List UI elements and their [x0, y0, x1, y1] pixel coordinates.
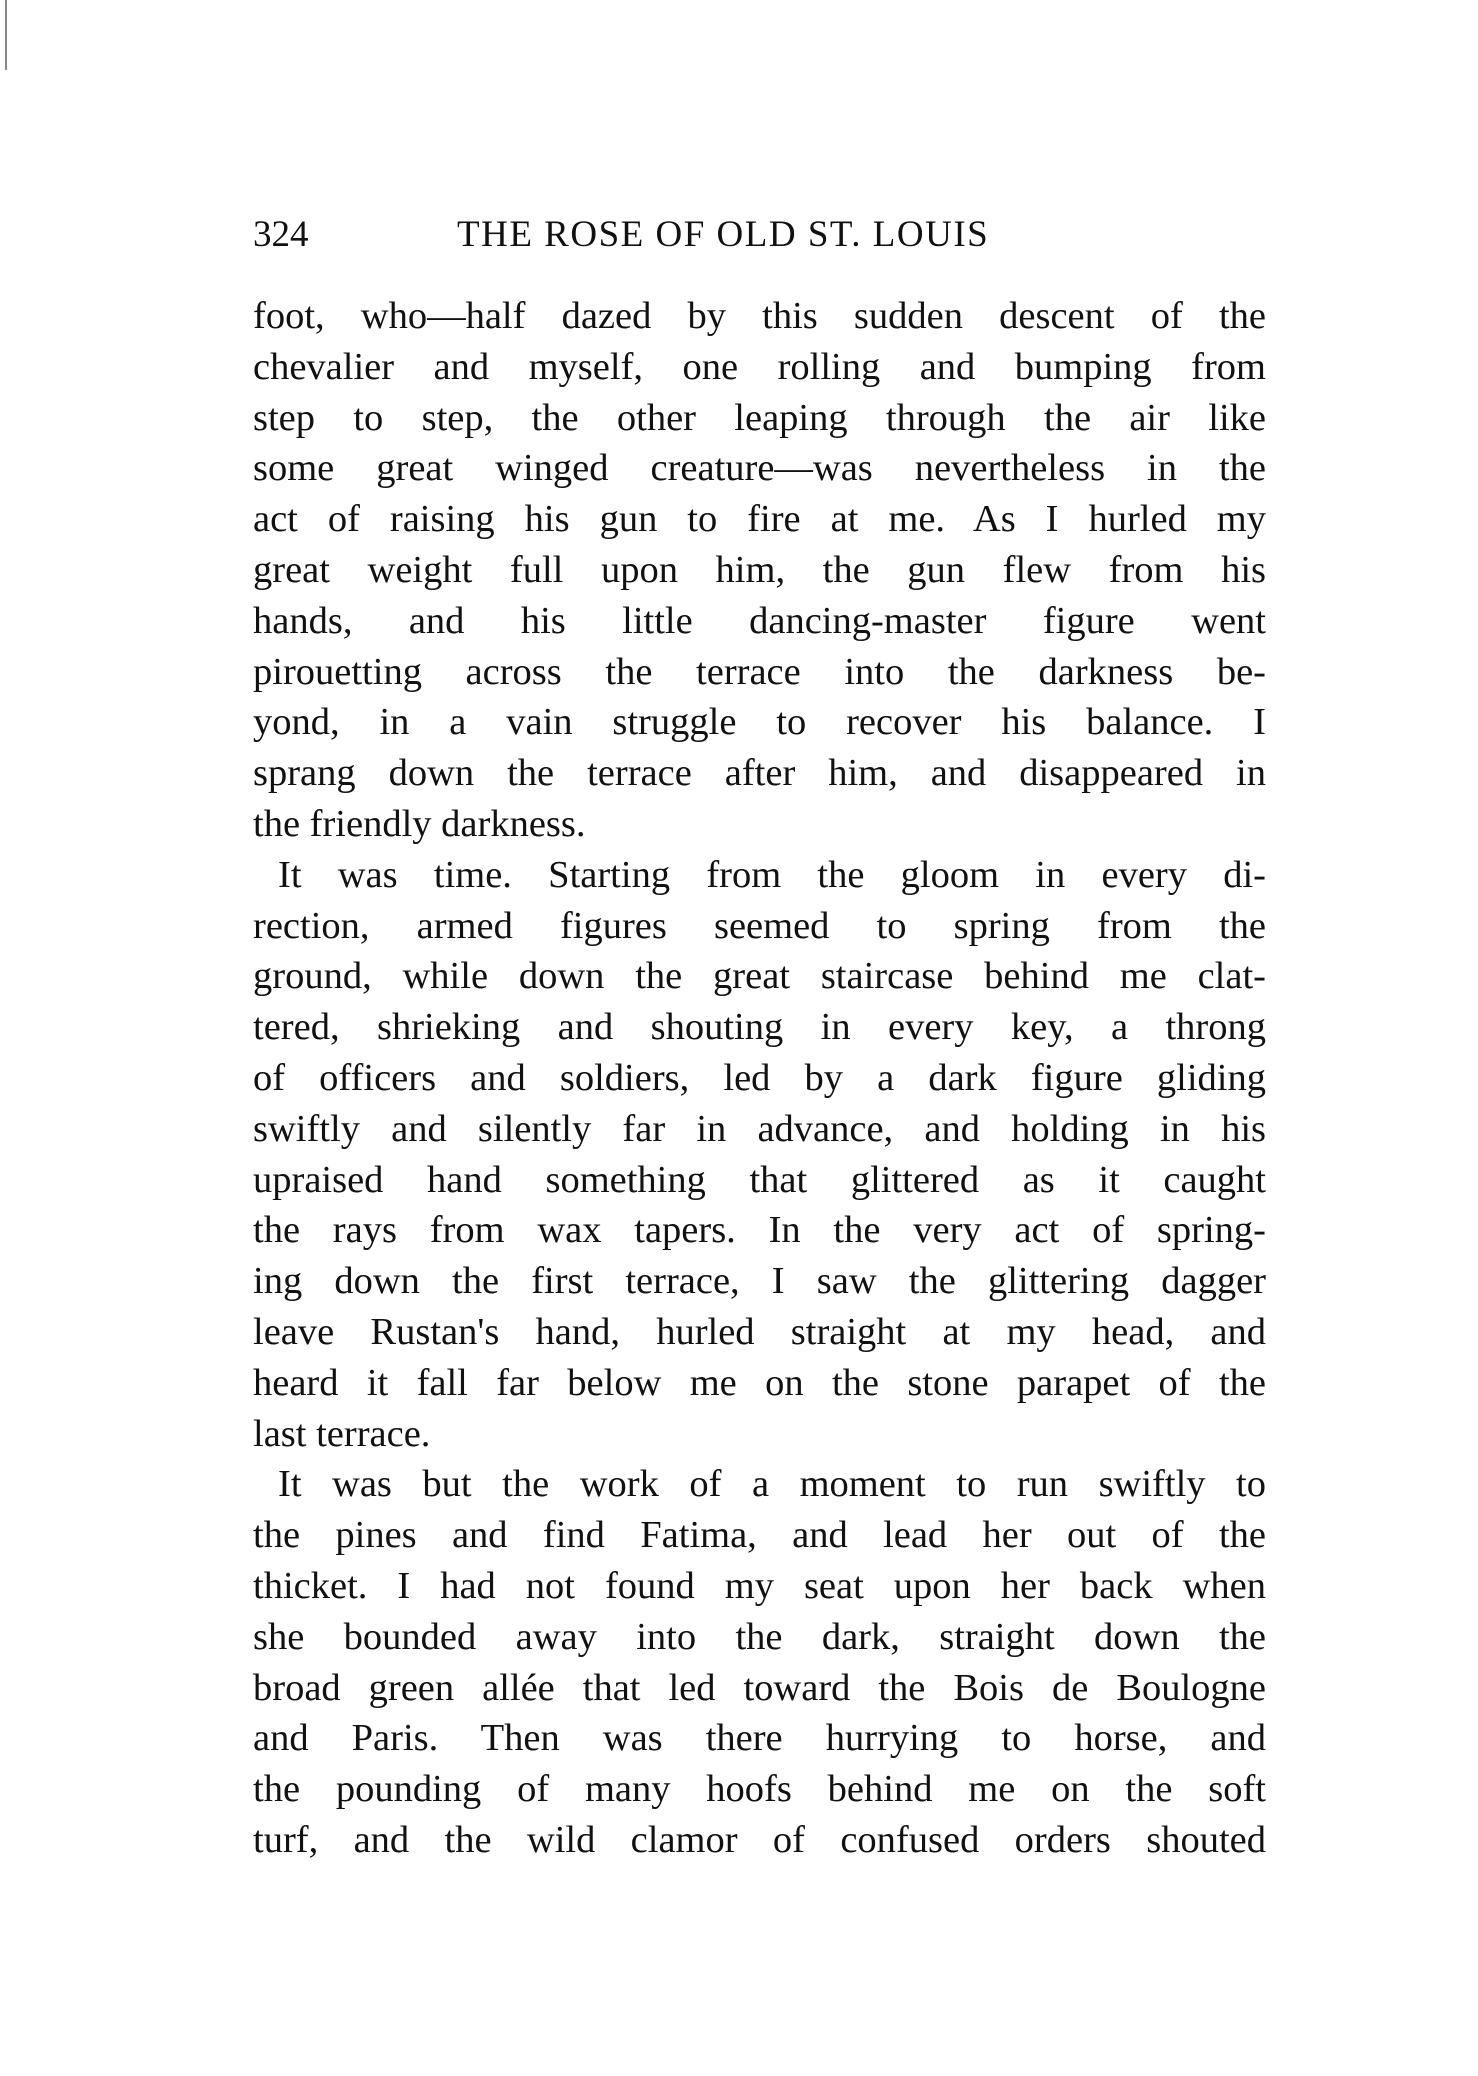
paragraph [253, 291, 1266, 850]
text-line: great weight full upon him, the gun flew from his [253, 548, 1266, 591]
text-line: It was time. Starting from the gloom in every di- [278, 853, 1266, 896]
text-line: the friendly darkness. [253, 802, 586, 845]
page-number: 324 [253, 214, 309, 255]
text-line: the rays from wax tapers. In the very act of spring- [253, 1209, 1266, 1252]
running-title: THE ROSE OF OLD ST. LOUIS [457, 214, 990, 255]
text-line: broad green allée that led toward the Bois de Boulogne [253, 1666, 1266, 1709]
text-line: chevalier and myself, one rolling and bumping from [253, 345, 1266, 388]
text-line: she bounded away into the dark, straight down the [253, 1615, 1266, 1658]
text-line: act of raising his gun to fire at me. As I hurled my [253, 498, 1266, 541]
text-line: yond, in a vain struggle to recover his balance. I [253, 701, 1266, 744]
text-line: upraised hand something that glittered as it caught [253, 1158, 1266, 1201]
text-line: leave Rustan's hand, hurled straight at my head, and [253, 1310, 1266, 1353]
text-line: the pines and find Fatima, and lead her out of the [253, 1514, 1266, 1557]
text-line: the pounding of many hoofs behind me on the soft [253, 1768, 1266, 1811]
text-line: hands, and his little dancing-master figure went [253, 599, 1266, 642]
text-line: of officers and soldiers, led by a dark figure gliding [253, 1056, 1266, 1099]
text-line: foot, who—half dazed by this sudden descent of the [253, 295, 1266, 337]
text-line: last terrace. [253, 1412, 431, 1455]
text-line: pirouetting across the terrace into the darkness be- [253, 650, 1266, 693]
text-line: rection, armed figures seemed to spring from the [253, 904, 1266, 947]
text-line: thicket. I had not found my seat upon her back when [253, 1564, 1266, 1607]
paragraph [253, 850, 1266, 1460]
text-line: swiftly and silently far in advance, and holding in his [253, 1107, 1266, 1150]
running-header [253, 210, 1266, 260]
text-line: step to step, the other leaping through the air like [253, 396, 1266, 439]
paragraph [253, 1459, 1266, 1865]
body-text [253, 291, 1266, 1866]
text-line: ground, while down the great staircase behind me clat- [253, 955, 1266, 998]
text-line: some great winged creature—was nevertheless in the [253, 447, 1266, 490]
text-line: heard it fall far below me on the stone parapet of the [253, 1361, 1266, 1404]
text-line: It was but the work of a moment to run swiftly to [278, 1463, 1266, 1506]
scan-margin-mark [5, 0, 7, 70]
text-line: tered, shrieking and shouting in every key, a throng [253, 1006, 1266, 1049]
text-line: ing down the first terrace, I saw the glittering dagger [253, 1260, 1266, 1303]
text-line: and Paris. Then was there hurrying to horse, and [253, 1717, 1266, 1760]
text-line: sprang down the terrace after him, and disappeared in [253, 752, 1266, 795]
text-line: turf, and the wild clamor of confused orders shouted [253, 1818, 1266, 1861]
